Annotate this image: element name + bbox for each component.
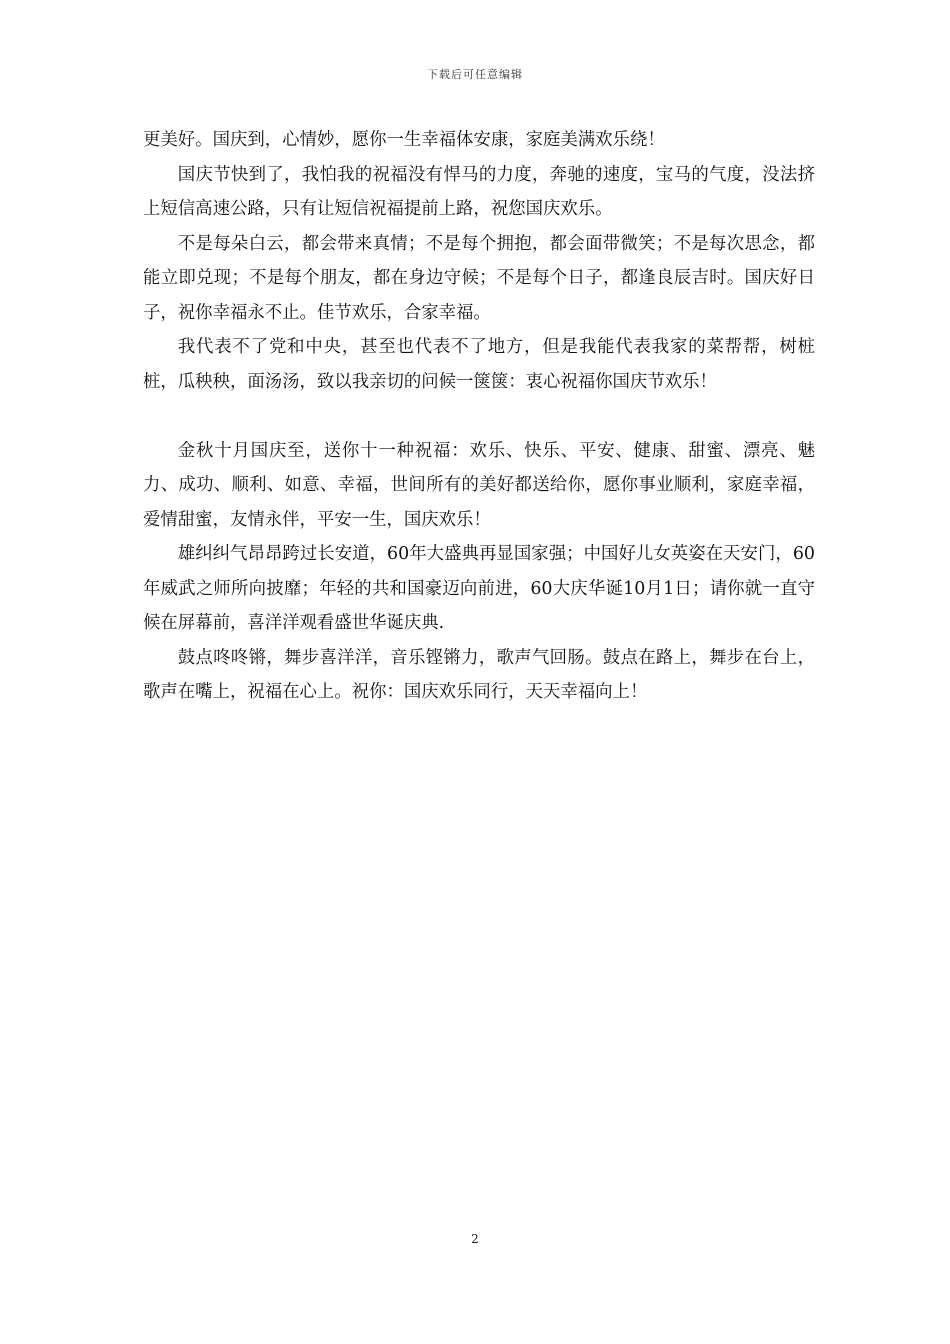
paragraph: 不是每朵白云，都会带来真情；不是每个拥抱，都会面带微笑；不是每次思念，都能立即兑现；不是每个朋友，都在身边守候；不是每个日子，都逢良辰吉时。国庆好日子，祝你幸福永不止。佳节欢乐，合家幸福。	[143, 233, 815, 323]
document-body	[143, 123, 815, 710]
paragraph: 雄纠纠气昂昂跨过长安道，60年大盛典再显国家强；中国好儿女英姿在天安门，60年威武之师所向披靡；年轻的共和国豪迈向前进，60大庆华诞10月1日；请你就一直守候在屏幕前，喜洋洋观看盛世华诞庆典.	[143, 544, 815, 633]
paragraph: 鼓点咚咚锵，舞步喜洋洋，音乐铿锵力，歌声气回肠。鼓点在路上，舞步在台上，歌声在嘴上，祝福在心上。祝你：国庆欢乐同行，天天幸福向上！	[143, 647, 815, 702]
paragraph: 我代表不了党和中央，甚至也代表不了地方，但是我能代表我家的菜帮帮，树桩桩，瓜秧秧，面汤汤，致以我亲切的问候一箧箧：衷心祝福你国庆节欢乐！	[143, 337, 815, 392]
page-header: 下载后可任意编辑	[427, 68, 523, 81]
paragraph: 国庆节快到了，我怕我的祝福没有悍马的力度，奔驰的速度，宝马的气度，没法挤上短信高速公路，只有让短信祝福提前上路，祝您国庆欢乐。	[143, 164, 815, 219]
paragraph-continued: 更美好。国庆到，心情妙，愿你一生幸福体安康，家庭美满欢乐绕！	[143, 130, 665, 150]
paragraph: 金秋十月国庆至，送你十一种祝福：欢乐、快乐、平安、健康、甜蜜、漂亮、魅力、成功、顺利、如意、幸福，世间所有的美好都送给你，愿你事业顺利，家庭幸福，爱情甜蜜，友情永伴，平安一生，国庆欢乐！	[143, 440, 815, 530]
page-number: 2	[471, 1232, 479, 1246]
blank-line	[143, 399, 815, 434]
